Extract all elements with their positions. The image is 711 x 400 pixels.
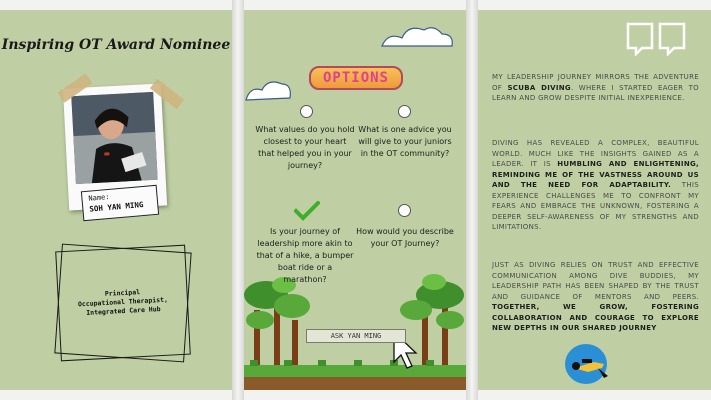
p2-text: DIVING HAS REVEALED A COMPLEX, BEAUTIFUL WORLD. MUCH LIKE THE INSIGHTS GAINED AS A LEADER. IT IS bbox=[492, 139, 699, 168]
p1-bold: SCUBA DIVING bbox=[507, 83, 571, 92]
option-question-2[interactable]: What is one advice you will give to your juniors in the OT community? bbox=[358, 125, 452, 158]
checkmark-icon[interactable] bbox=[294, 201, 320, 221]
role-line3: Integrated Care Hub bbox=[86, 305, 161, 317]
tree-icon bbox=[244, 277, 310, 366]
role-line1: Principal bbox=[104, 288, 141, 298]
quote-icon bbox=[626, 22, 688, 56]
name-value: SOH YAN MING bbox=[89, 199, 144, 214]
p2-bold: HUMBLING AND ENLIGHTENING, REMINDING ME OF THE VASTNESS AROUND US AND THE NEED FOR ADAPTABILITY. bbox=[492, 160, 699, 189]
profile-panel bbox=[0, 10, 232, 390]
option-question-3[interactable]: Is your journey of leadership more akin to that of a hike, a bumper boat ride or a marathon? bbox=[256, 227, 354, 284]
panel-gap-right bbox=[466, 0, 478, 400]
options-panel bbox=[244, 10, 466, 390]
panel-gap-left bbox=[232, 0, 244, 400]
soil-strip bbox=[244, 377, 466, 390]
scuba-diver-icon bbox=[564, 342, 612, 386]
ask-button[interactable]: ASK YAN MING bbox=[306, 329, 406, 343]
story-paragraph-3 bbox=[492, 260, 699, 334]
p3-bold: TOGETHER, WE GROW, FOSTERING COLLABORATION AND COURAGE TO EXPLORE NEW DEPTHS IN OUR SHARED JOURNEY bbox=[492, 303, 699, 332]
name-label: Name: bbox=[88, 192, 110, 203]
profile-photo bbox=[71, 92, 157, 184]
option-radio-4[interactable] bbox=[398, 204, 411, 217]
p1-text: MY LEADERSHIP JOURNEY MIRRORS THE ADVENTURE OF bbox=[492, 73, 699, 92]
grass-strip bbox=[244, 365, 466, 377]
role-line2: Occupational Therapist, bbox=[77, 295, 169, 309]
story-paragraph-2 bbox=[492, 138, 699, 233]
story-panel bbox=[478, 10, 711, 390]
p2-end: THIS EXPERIENCE CHALLENGES ME TO CONFRONT MY FEARS AND EMBRACE THE UNKNOWN, FOSTERING A DEEPER SELF-AWARENESS OF MY STRENGTHS AND LIMITATIONS. bbox=[492, 181, 699, 231]
option-question-1[interactable]: What values do you hold closest to your heart that helped you in your journey? bbox=[255, 125, 355, 170]
award-title: Inspiring OT Award Nominee bbox=[1, 37, 231, 53]
options-title: OPTIONS bbox=[309, 66, 403, 90]
name-card bbox=[81, 185, 159, 222]
p3-text: JUST AS DIVING RELIES ON TRUST AND EFFECTIVE COMMUNICATION AMONG DIVE BUDDIES, MY LEADERSHIP PATH HAS BEEN SHAPED BY THE TRUST AND GUIDANCE OF MENTORS AND PEERS. bbox=[492, 261, 699, 301]
role-text bbox=[58, 286, 187, 320]
role-card-front bbox=[55, 245, 191, 362]
p1-end: . WHERE I STARTED EAGER TO LEARN AND GROW DESPITE INITIAL INEXPERIENCE. bbox=[492, 83, 699, 102]
story-paragraph-1 bbox=[492, 72, 699, 104]
option-radio-1[interactable] bbox=[300, 105, 313, 118]
option-radio-2[interactable] bbox=[398, 105, 411, 118]
option-question-4[interactable]: How would you describe your OT Journey? bbox=[356, 227, 454, 248]
person-silhouette bbox=[71, 92, 157, 184]
